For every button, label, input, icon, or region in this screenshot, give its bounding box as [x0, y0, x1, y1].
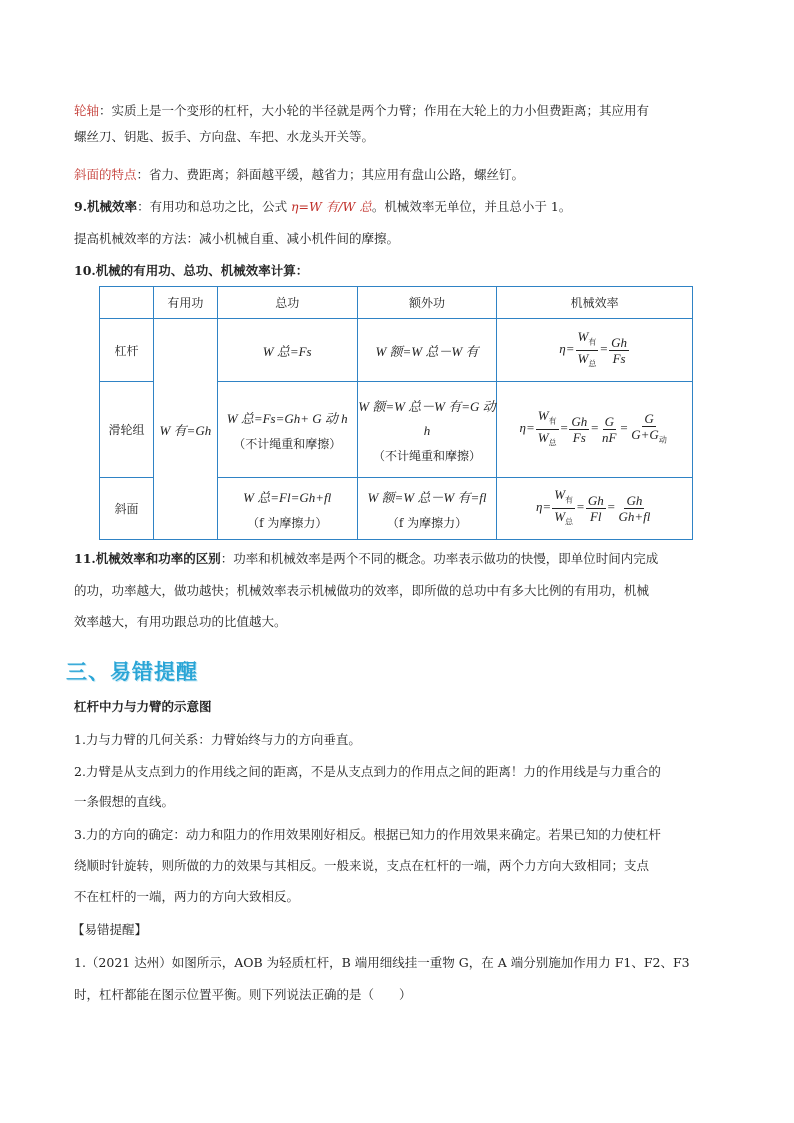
- table-header-row: [100, 287, 693, 319]
- list-item: 1.力与力臂的几何关系：力臂始终与力的方向垂直。: [74, 732, 361, 747]
- header-useful-work: 有用功: [153, 287, 217, 319]
- header-efficiency: 机械效率: [497, 287, 693, 319]
- row-label-slope: 斜面: [100, 478, 154, 540]
- paragraph-wheel-axle-2: 螺丝刀、钥匙、扳手、方向盘、车把、水龙头开关等。: [74, 129, 375, 144]
- paragraph-difference-1: 11.机械效率和功率的区别：功率和机械效率是两个不同的概念。功率表示做功的快慢，即单位时间内完成: [74, 551, 659, 566]
- table-row-lever: [100, 319, 693, 382]
- paragraph-efficiency: 9.机械效率：有用功和总功之比，公式 η=W 有/W 总。机械效率无单位，并且总小于 1。: [74, 199, 572, 214]
- paragraph-slope: 斜面的特点：省力、费距离；斜面越平缓，越省力；其应用有盘山公路，螺丝钉。: [74, 167, 525, 182]
- cell-slope-efficiency: η= $\frac{W_有}{W_总}$ = $\frac{Gh}{Fl}$ = $\frac{Gh}{Gh+fl}$: [497, 478, 693, 540]
- sub-title: 杠杆中力与力臂的示意图: [74, 699, 212, 714]
- efficiency-table: [99, 286, 693, 540]
- list-item: 一条假想的直线。: [74, 794, 175, 809]
- cell-slope-total: W 总=Fl=Gh+fl （f 为摩擦力）: [217, 478, 357, 540]
- paragraph-wheel-axle-1: 轮轴：实质上是一个变形的杠杆，大小轮的半径就是两个力臂；作用在大轮上的力小但费距离；其应用有: [74, 103, 650, 118]
- label-slope: 斜面的特点: [74, 167, 137, 182]
- cell-useful-work: W 有=Gh: [153, 319, 217, 540]
- efficiency-formula: η=W 有/W 总: [291, 199, 372, 214]
- heading-calculation: 10.机械的有用功、总功、机械效率计算：: [74, 263, 309, 278]
- cell-slope-extra: W 额=W 总－W 有=fl （f 为摩擦力）: [357, 478, 497, 540]
- row-label-lever: 杠杆: [100, 319, 154, 382]
- heading-difference: 11.机械效率和功率的区别: [74, 551, 221, 566]
- section-title: 三、易错提醒: [66, 660, 198, 684]
- cell-pulley-total: W 总=Fs=Gh+ G 动 h （不计绳重和摩擦）: [217, 382, 357, 478]
- question-line-1: 1.（2021 达州）如图所示，AOB 为轻质杠杆，B 端用细线挂一重物 G，在 A 端分别施加作用力 F1、F2、F3: [74, 955, 690, 970]
- label-wheel-axle: 轮轴: [74, 103, 100, 118]
- paragraph-difference-3: 效率越大，有用功跟总功的比值越大。: [74, 614, 287, 629]
- list-item: 不在杠杆的一端，两力的方向大致相反。: [74, 889, 300, 904]
- cell-lever-efficiency: η= $\frac{W_有}{W_总}$ = $\frac{Gh}{Fs}$: [497, 319, 693, 382]
- question-line-2: 时，杠杆都能在图示位置平衡。则下列说法正确的是（ ）: [74, 987, 412, 1002]
- tip-label: 【易错提醒】: [72, 922, 148, 937]
- row-label-pulley: 滑轮组: [100, 382, 154, 478]
- cell-pulley-efficiency: η= $\frac{W_有}{W_总}$ = $\frac{Gh}{Fs}$ = $\frac{G}{nF}$ = $\frac{G}{G+G_动}$: [497, 382, 693, 478]
- list-item: 3.力的方向的确定：动力和阻力的作用效果刚好相反。根据已知力的作用效果来确定。若果已知的力使杠杆: [74, 827, 661, 842]
- heading-efficiency: 9.机械效率: [74, 199, 138, 214]
- list-item: 2.力臂是从支点到力的作用线之间的距离，不是从支点到力的作用点之间的距离！力的作用线是与力重合的: [74, 764, 661, 779]
- header-total-work: 总功: [217, 287, 357, 319]
- cell-pulley-extra: W 额=W 总－W 有=G 动 h （不计绳重和摩擦）: [357, 382, 497, 478]
- cell-lever-extra: W 额=W 总－W 有: [357, 319, 497, 382]
- paragraph-improve-efficiency: 提高机械效率的方法：减小机械自重、减小机件间的摩擦。: [74, 231, 400, 246]
- header-empty: [100, 287, 154, 319]
- list-item: 绕顺时针旋转，则所做的力的效果与其相反。一般来说，支点在杠杆的一端，两个力方向大致相同；支点: [74, 858, 650, 873]
- paragraph-difference-2: 的功，功率越大，做功越快；机械效率表示机械做功的效率，即所做的总功中有多大比例的有用功，机械: [74, 583, 650, 598]
- cell-lever-total: W 总=Fs: [217, 319, 357, 382]
- header-extra-work: 额外功: [357, 287, 497, 319]
